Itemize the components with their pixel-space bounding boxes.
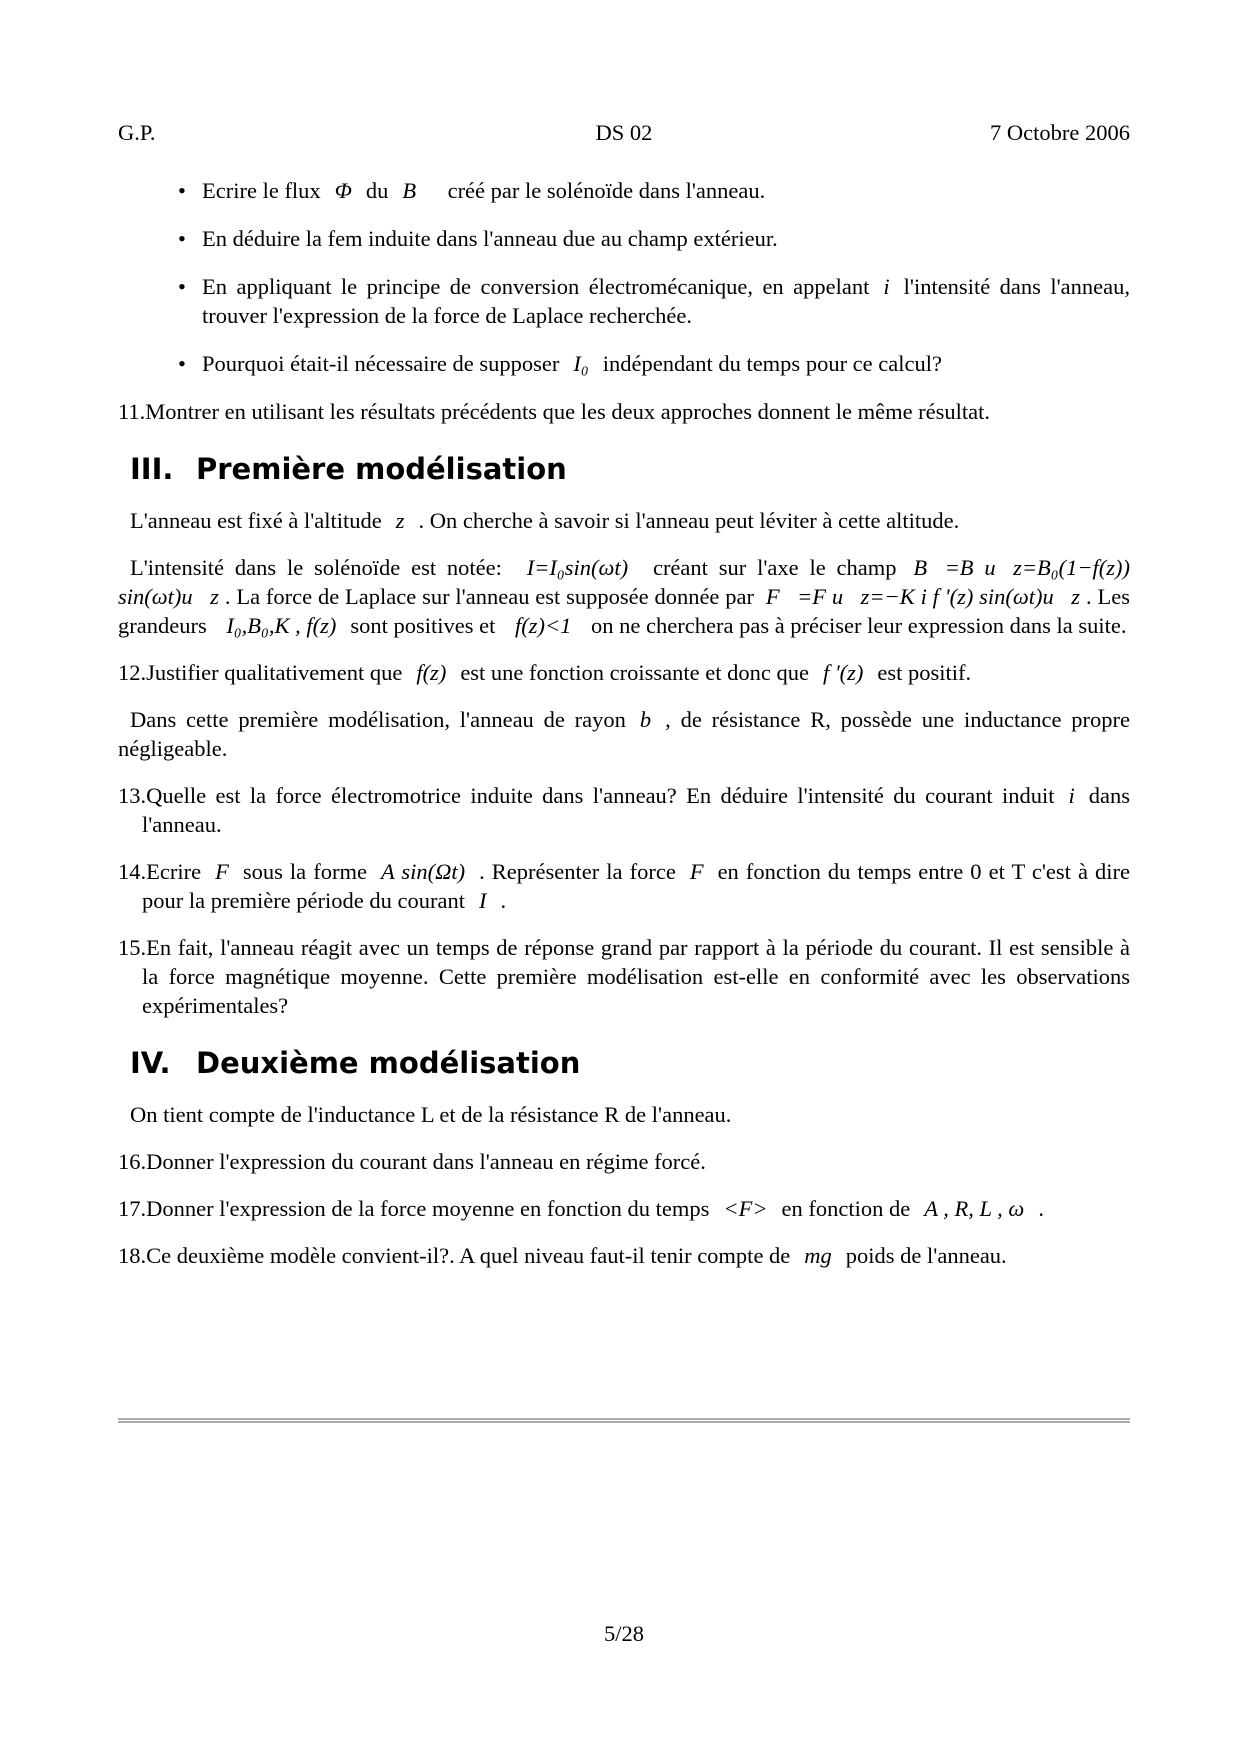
section-heading-4: IV. Deuxième modélisation [130,1046,581,1080]
paragraph-inductance: On tient compte de l'inductance L et de la résistance R de l'anneau. [130,1102,732,1127]
question-17: 17.Donner l'expression de la force moyenne en fonction du temps <F> en fonction de A , R, L , ω . [118,1196,1044,1221]
bullet-item: • Ecrire le flux Φ du B⃗ créé par le solénoïde dans l'anneau. [118,176,1130,205]
header-date: 7 Octobre 2006 [990,120,1130,145]
bullet-list [118,176,1130,378]
page-content [118,176,1130,1288]
page-number: 5/28 [603,1621,644,1646]
question-12: 12.Justifier qualitativement que f(z) est une fonction croissante et donc que f '(z) est positif. [118,660,972,685]
paragraph-model: L'intensité dans le solénoïde est notée: I=I₀sin(ωt) créant sur l'axe le champ B⃗=B u⃗z=B₀(1−f(z)) sin(ωt)u⃗z . La force de Laplace sur l'anneau est supposée donnée par F⃗=F u⃗z=−K i f '(z) sin(ωt)u⃗z . Les grandeurs I₀,B₀,K , f(z) sont positives et f(z)<1 on ne cherchera pas à préciser leur expression dans la suite. [118,555,1131,638]
question-13: 13.Quelle est la force électromotrice induite dans l'anneau? En déduire l'intensité du courant induit i dans l'anneau. [118,783,1130,837]
bullet-item: • En déduire la fem induite dans l'anneau due au champ extérieur. [118,224,1130,253]
header-title: DS 02 [595,120,653,145]
paragraph-ring: Dans cette première modélisation, l'anneau de rayon b , de résistance R, possède une inductance propre négligeable. [118,707,1130,761]
question-18: 18.Ce deuxième modèle convient-il?. A quel niveau faut-il tenir compte de mg poids de l'anneau. [118,1243,1007,1268]
question-11: 11.Montrer en utilisant les résultats précédents que les deux approches donnent le même résultat. [118,399,991,424]
section-heading-3: III. Première modélisation [130,452,567,486]
document-page [118,0,1130,1754]
question-16: 16.Donner l'expression du courant dans l'anneau en régime forcé. [118,1149,706,1174]
page-header [118,120,1130,150]
question-15: 15.En fait, l'anneau réagit avec un temps de réponse grand par rapport à la période du courant. Il est sensible à la force magnétique moyenne. Cette première modélisation est-elle en conformité avec les observations expérimentales? [118,935,1130,1018]
header-author: G.P. [118,120,156,145]
bullet-item: • Pourquoi était-il nécessaire de supposer I₀ indépendant du temps pour ce calcul? [118,349,1130,378]
paragraph-altitude: L'anneau est fixé à l'altitude z . On cherche à savoir si l'anneau peut léviter à cette altitude. [130,508,960,533]
bullet-item: • En appliquant le principe de conversion électromécanique, en appelant i l'intensité dans l'anneau, trouver l'expression de la force de Laplace recherchée. [118,272,1130,330]
question-14: 14.Ecrire F sous la forme A sin(Ωt) . Représenter la force F en fonction du temps entre 0 et T c'est à dire pour la première période du courant I . [118,859,1130,913]
section-divider [118,1418,1130,1423]
